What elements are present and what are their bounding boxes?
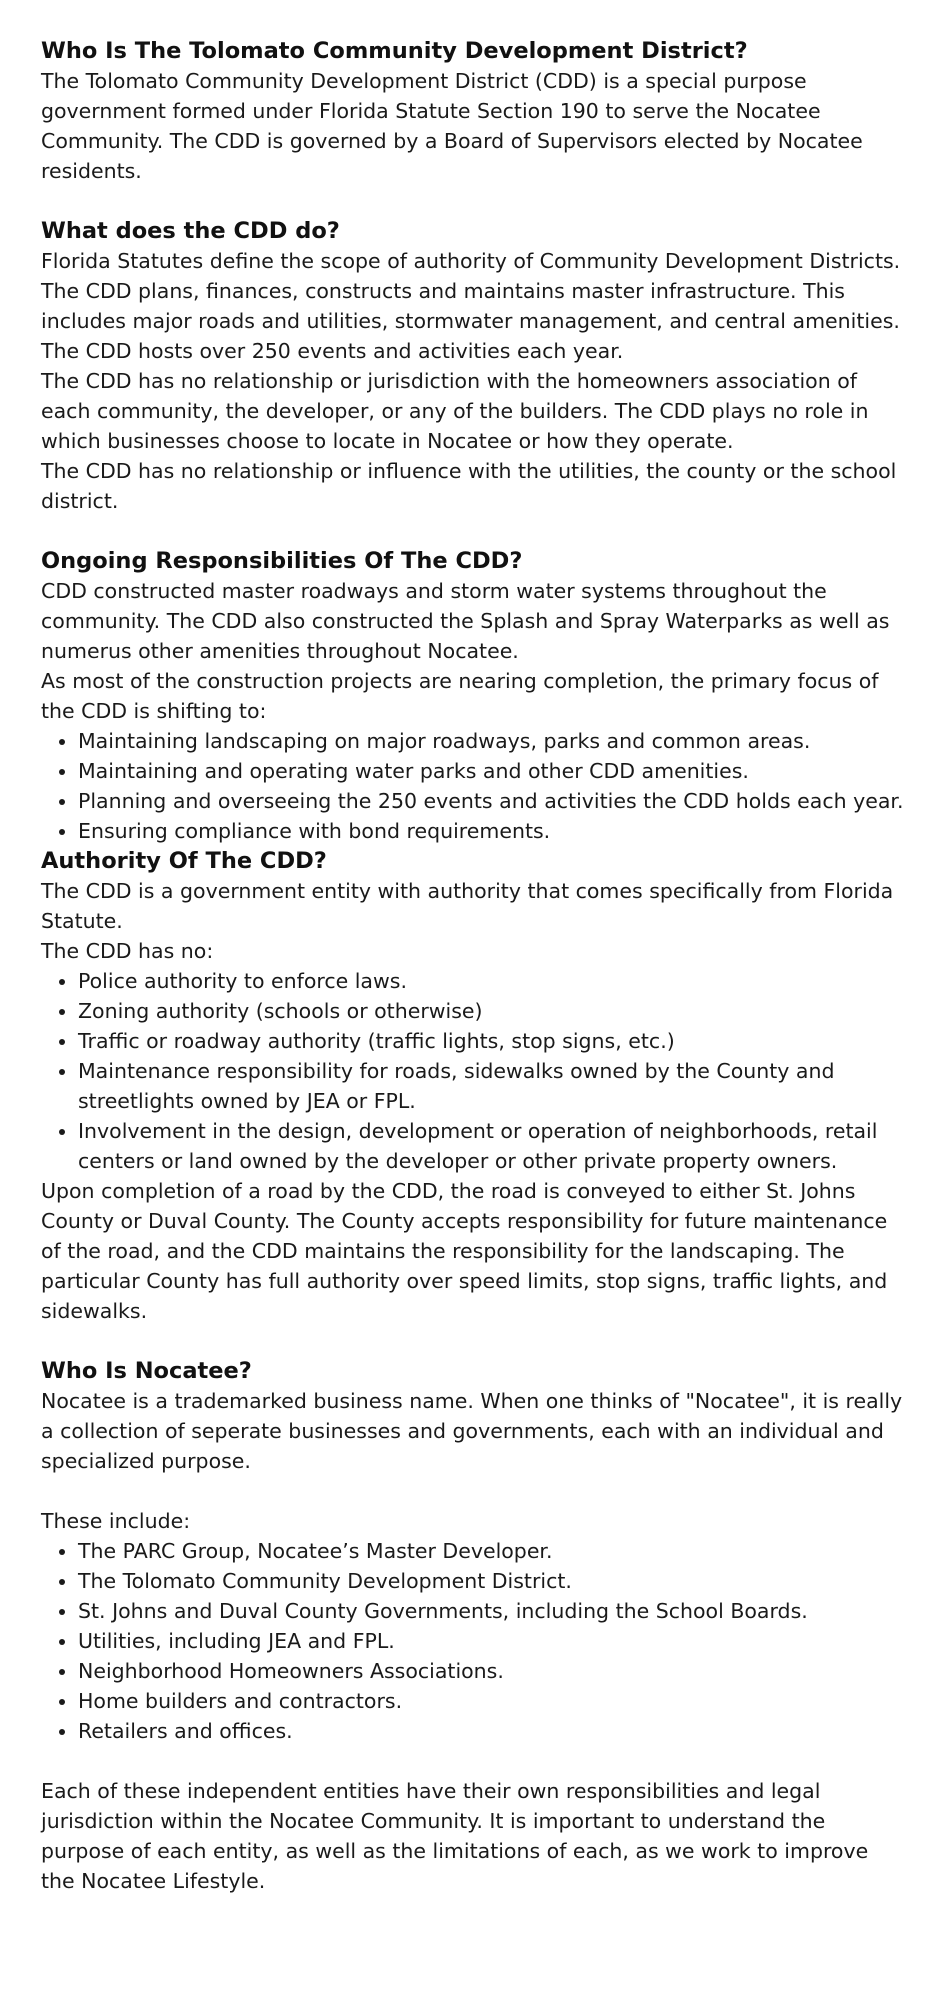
- list-item: • Neighborhood Homeowners Associations.: [78, 1656, 904, 1686]
- paragraph-authority-closing: Upon completion of a road by the CDD, the road is conveyed to either St. Johns County or Duval County. The County accepts responsibility for future maintenance of the road, and the CDD maintains the responsibility for the landscaping. The particular County has full authority over speed limits, stop signs, traffic lights, and sidewalks.: [41, 1179, 888, 1323]
- section-spacer: [41, 1326, 904, 1356]
- list-item: • Home builders and contractors.: [78, 1686, 904, 1716]
- paragraph-ongoing-2: As most of the construction projects are nearing completion, the primary focus of the CDD is shifting to:: [41, 669, 879, 723]
- list-item: • Traffic or roadway authority (traffic lights, stop signs, etc.): [78, 1026, 904, 1056]
- paragraph-authority-1: The CDD is a government entity with authority that comes specifically from Florida Statute.: [41, 879, 894, 933]
- paragraph-what-does-3: The CDD has no relationship or jurisdiction with the homeowners association of each community, the developer, or any of the builders. The CDD plays no role in which businesses choose to locate in Nocatee or how they operate.: [41, 369, 869, 453]
- list-authority-none: [41, 966, 904, 1176]
- list-item: • Maintenance responsibility for roads, sidewalks owned by the County and streetlights owned by JEA or FPL.: [78, 1056, 904, 1116]
- paragraph-what-is-cdd: The Tolomato Community Development District (CDD) is a special purpose government formed under Florida Statute Section 190 to serve the Nocatee Community. The CDD is governed by a Board of Supervisors elected by Nocatee residents.: [41, 69, 863, 183]
- list-item: • Planning and overseeing the 250 events and activities the CDD holds each year.: [78, 786, 904, 816]
- list-nocatee-entities: [41, 1536, 904, 1746]
- list-item: • The PARC Group, Nocatee’s Master Developer.: [78, 1536, 904, 1566]
- list-item: • Involvement in the design, development or operation of neighborhoods, retail centers or land owned by the developer or other private property owners.: [78, 1116, 904, 1176]
- heading-authority: Authority Of The CDD?: [41, 848, 327, 874]
- list-item: • Maintaining landscaping on major roadways, parks and common areas.: [78, 726, 904, 756]
- list-item: • Zoning authority (schools or otherwise): [78, 996, 904, 1026]
- paragraph-authority-2: The CDD has no:: [41, 939, 214, 963]
- list-item: • Retailers and offices.: [78, 1716, 904, 1746]
- list-item: • Ensuring compliance with bond requirements.: [78, 816, 904, 846]
- heading-who-is-nocatee: Who Is Nocatee?: [41, 1358, 252, 1384]
- list-ongoing-focus: [41, 726, 904, 846]
- paragraph-what-does-4: The CDD has no relationship or influence with the utilities, the county or the school district.: [41, 459, 897, 513]
- heading-ongoing-responsibilities: Ongoing Responsibilities Of The CDD?: [41, 548, 523, 574]
- list-item: • The Tolomato Community Development District.: [78, 1566, 904, 1596]
- list-item: • Police authority to enforce laws.: [78, 966, 904, 996]
- section-spacer: [41, 1746, 904, 1776]
- section-spacer: [41, 516, 904, 546]
- list-item: • Utilities, including JEA and FPL.: [78, 1626, 904, 1656]
- section-spacer: [41, 186, 904, 216]
- list-item: • St. Johns and Duval County Governments, including the School Boards.: [78, 1596, 904, 1626]
- paragraph-nocatee-intro: Nocatee is a trademarked business name. When one thinks of "Nocatee", it is really a collection of seperate businesses and governments, each with an individual and specialized purpose.: [41, 1389, 903, 1473]
- list-item: • Maintaining and operating water parks and other CDD amenities.: [78, 756, 904, 786]
- paragraph-what-does-2: The CDD plans, finances, constructs and maintains master infrastructure. This includes major roads and utilities, stormwater management, and central amenities. The CDD hosts over 250 events and activities each year.: [41, 279, 900, 363]
- heading-what-is-cdd: Who Is The Tolomato Community Development District?: [41, 38, 748, 64]
- paragraph-nocatee-closing: Each of these independent entities have their own responsibilities and legal jurisdiction within the Nocatee Community. It is important to understand the purpose of each entity, as well as the limitations of each, as we work to improve the Nocatee Lifestyle.: [41, 1779, 869, 1893]
- heading-what-does-cdd-do: What does the CDD do?: [41, 218, 340, 244]
- paragraph-ongoing-1: CDD constructed master roadways and storm water systems throughout the community. The CDD also constructed the Splash and Spray Waterparks as well as numerus other amenities throughout Nocatee.: [41, 579, 890, 663]
- paragraph-what-does-1: Florida Statutes define the scope of authority of Community Development Districts.: [41, 249, 901, 273]
- paragraph-these-include: These include:: [41, 1509, 191, 1533]
- section-spacer: [41, 1476, 904, 1506]
